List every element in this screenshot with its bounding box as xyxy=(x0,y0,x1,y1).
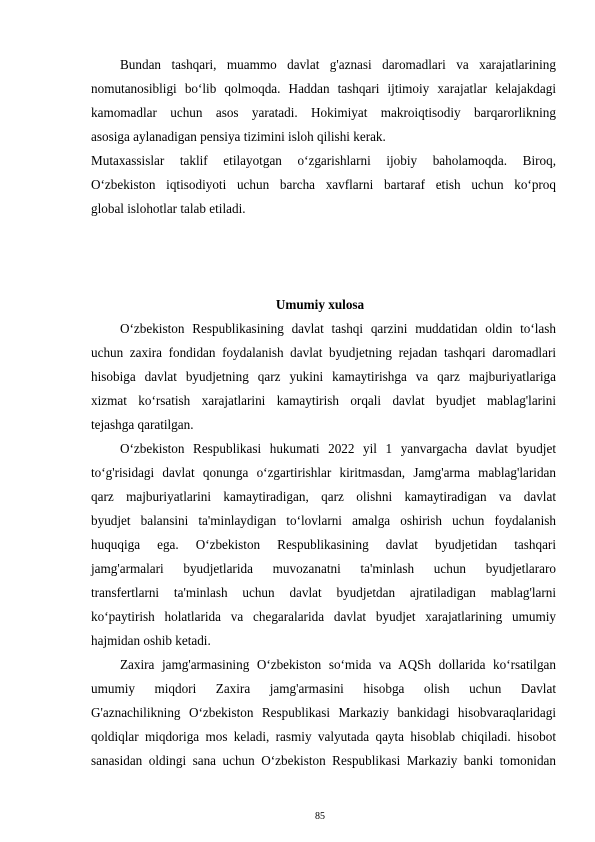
paragraph-line: Bundan tashqari, muammo davlat g'aznasi daromadlari va xarajatlarining xyxy=(120,57,556,72)
paragraph-line: xizmat ko‘rsatish xarajatlarini kamaytirish orqali davlat byudjet mablag'larini xyxy=(91,393,556,408)
paragraph-line: asosiga aylanadigan pensiya tizimini isloh qilishi kerak. xyxy=(91,129,386,144)
paragraph-line: Zaxira jamg'armasining O‘zbekiston so‘mida va AQSh dollarida ko‘rsatilgan xyxy=(120,657,556,672)
paragraph-line: huquqiga ega. O‘zbekiston Respublikasining davlat byudjetidan tashqari xyxy=(91,537,556,552)
paragraph-line: tejashga qaratilgan. xyxy=(91,417,194,432)
paragraph-line: O‘zbekiston Respublikasining davlat tashqi qarzini muddatidan oldin to‘lash xyxy=(120,321,556,336)
paragraph-line: G'aznachilikning O‘zbekiston Respublikasi Markaziy bankidagi hisobvaraqlaridagi xyxy=(91,705,556,720)
paragraph-line: nomutanosibligi bo‘lib qolmoqda. Haddan tashqari ijtimoiy xarajatlar kelajakdagi xyxy=(91,81,556,96)
paragraph-line: jamg'armalari byudjetlarida muvozanatni ta'minlash uchun byudjetlararo xyxy=(91,561,556,576)
paragraph-line: O‘zbekiston Respublikasi hukumati 2022 yil 1 yanvargacha davlat byudjet xyxy=(120,441,556,456)
paragraph-line: hajmidan oshib ketadi. xyxy=(91,633,211,648)
paragraph-line: transfertlarni ta'minlash uchun davlat byudjetdan ajratiladigan mablag'larni xyxy=(91,585,556,600)
paragraph-line: umumiy miqdori Zaxira jamg'armasini hisobga olish uchun Davlat xyxy=(91,681,556,696)
paragraph-line: Mutaxassislar taklif etilayotgan o‘zgarishlarni ijobiy baholamoqda. Biroq, xyxy=(91,153,556,168)
paragraph-line: qarz majburiyatlarini kamaytiradigan, qarz olishni kamaytiradigan va davlat xyxy=(91,489,556,504)
paragraph-line: global islohotlar talab etiladi. xyxy=(91,201,246,216)
page-number: 85 xyxy=(315,811,325,822)
paragraph-line: kamomadlar uchun asos yaratadi. Hokimiyat makroiqtisodiy barqarorlikning xyxy=(91,105,556,120)
paragraph-line: byudjet balansini ta'minlaydigan to‘lovlarni amalga oshirish uchun foydalanish xyxy=(91,513,556,528)
section-heading: Umumiy xulosa xyxy=(275,297,365,312)
paragraph-line: uchun zaxira fondidan foydalanish davlat byudjetning rejadan tashqari daromadlari xyxy=(91,345,556,360)
paragraph-line: sanasidan oldingi sana uchun O‘zbekiston Respublikasi Markaziy banki tomonidan xyxy=(91,753,556,768)
paragraph-line: hisobiga davlat byudjetning qarz yukini kamaytirishga va qarz majburiyatlariga xyxy=(91,369,556,384)
paragraph-line: ko‘paytirish holatlarida va chegaralarida davlat byudjet xarajatlarining umumiy xyxy=(91,609,556,624)
paragraph-line: O‘zbekiston iqtisodiyoti uchun barcha xavflarni bartaraf etish uchun ko‘proq xyxy=(91,177,556,192)
paragraph-line: to‘g'risidagi davlat qonunga o‘zgartirishlar kiritmasdan, Jamg'arma mablag'laridan xyxy=(91,465,556,480)
paragraph-line: qoldiqlar miqdoriga mos keladi, rasmiy valyutada qayta hisoblab chiqiladi. hisobot xyxy=(91,729,556,744)
